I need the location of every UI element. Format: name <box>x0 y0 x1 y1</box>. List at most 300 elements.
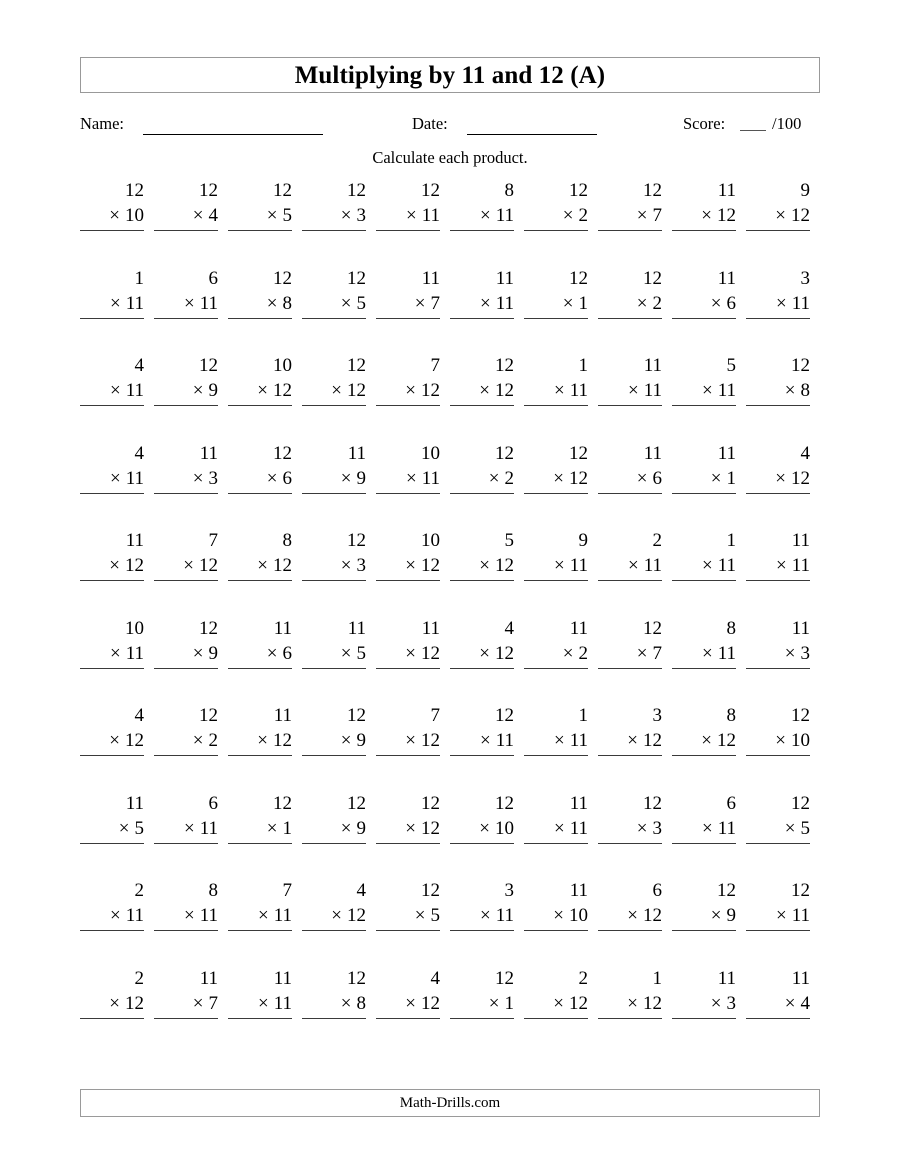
multiplier: 6 <box>652 467 662 489</box>
multiplicand: 12 <box>791 880 810 901</box>
problem-13[interactable] <box>228 266 302 354</box>
multiplicand: 7 <box>430 705 440 726</box>
problem-22[interactable] <box>154 353 228 441</box>
multiplier: 2 <box>504 467 514 489</box>
problem-52[interactable] <box>154 616 228 704</box>
problem-66[interactable] <box>450 703 524 791</box>
multiplier-line <box>302 641 366 669</box>
multiplier: 5 <box>356 642 366 664</box>
multiplier-line <box>228 641 292 669</box>
multiplicand: 9 <box>578 530 588 551</box>
multiplier: 11 <box>199 817 218 839</box>
multiplier-line <box>154 816 218 844</box>
date-input[interactable] <box>467 134 597 135</box>
problem-40[interactable] <box>746 441 820 529</box>
multiplicand: 10 <box>273 355 292 376</box>
problem-98[interactable] <box>598 966 672 1054</box>
multiplier: 11 <box>199 292 218 314</box>
problem-72[interactable] <box>154 791 228 879</box>
problem-36[interactable] <box>450 441 524 529</box>
multiply-icon: × <box>109 730 120 751</box>
problem-57[interactable] <box>524 616 598 704</box>
problem-10[interactable] <box>746 178 820 266</box>
multiplicand: 3 <box>652 705 662 726</box>
multiplier: 5 <box>430 905 440 926</box>
problem-78[interactable] <box>598 791 672 879</box>
problem-93[interactable] <box>228 966 302 1054</box>
problem-76[interactable] <box>450 791 524 879</box>
multiplicand: 11 <box>421 267 440 289</box>
problem-20[interactable] <box>746 266 820 354</box>
multiply-icon: × <box>775 205 786 226</box>
multiplier: 12 <box>421 817 440 839</box>
multiplicand: 11 <box>569 792 588 814</box>
multiplicand: 11 <box>199 967 218 989</box>
multiplier-line <box>672 728 736 756</box>
multiplier-line <box>376 903 440 931</box>
multiplier: 11 <box>643 380 662 401</box>
multiplier-line <box>154 991 218 1019</box>
multiplier: 3 <box>800 642 810 664</box>
multiplier-line <box>228 991 292 1019</box>
multiply-icon: × <box>109 642 121 664</box>
multiply-icon: × <box>118 817 130 839</box>
multiply-icon: × <box>340 992 352 1014</box>
problem-29[interactable] <box>672 353 746 441</box>
problem-48[interactable] <box>598 528 672 616</box>
multiplier: 1 <box>282 817 292 839</box>
problem-90[interactable] <box>746 878 820 966</box>
multiplier: 9 <box>726 905 736 926</box>
multiply-icon: × <box>479 292 491 314</box>
multiplicand: 12 <box>347 530 366 551</box>
problem-83[interactable] <box>228 878 302 966</box>
problem-8[interactable] <box>598 178 672 266</box>
multiplicand: 2 <box>652 530 662 551</box>
multiply-icon: × <box>636 292 648 314</box>
problem-row <box>80 791 820 879</box>
multiply-icon: × <box>405 380 416 401</box>
problem-50[interactable] <box>746 528 820 616</box>
multiplier-line <box>450 641 514 669</box>
problem-69[interactable] <box>672 703 746 791</box>
problem-12[interactable] <box>154 266 228 354</box>
problem-21[interactable] <box>80 353 154 441</box>
multiplier-line <box>598 291 662 319</box>
multiplier: 12 <box>643 730 662 751</box>
problem-49[interactable] <box>672 528 746 616</box>
multiply-icon: × <box>636 642 648 664</box>
multiplier: 11 <box>717 642 736 664</box>
problem-59[interactable] <box>672 616 746 704</box>
problem-4[interactable] <box>302 178 376 266</box>
problem-67[interactable] <box>524 703 598 791</box>
multiplier: 1 <box>578 292 588 314</box>
multiplier: 8 <box>800 380 810 401</box>
multiply-icon: × <box>479 730 491 751</box>
multiplier-line <box>598 378 662 406</box>
problem-96[interactable] <box>450 966 524 1054</box>
multiplicand: 4 <box>356 880 366 901</box>
page-title: Multiplying by 11 and 12 (A) <box>294 61 606 89</box>
multiplier-line <box>80 291 144 319</box>
name-label: Name: <box>80 114 124 133</box>
problem-15[interactable] <box>376 266 450 354</box>
multiplicand: 1 <box>134 267 144 289</box>
multiplier-line <box>302 378 366 406</box>
multiplier: 7 <box>208 992 218 1014</box>
multiplier-line <box>228 203 292 231</box>
problem-16[interactable] <box>450 266 524 354</box>
multiplicand: 12 <box>347 705 366 726</box>
problem-45[interactable] <box>376 528 450 616</box>
problem-7[interactable] <box>524 178 598 266</box>
problem-33[interactable] <box>228 441 302 529</box>
problem-14[interactable] <box>302 266 376 354</box>
problem-99[interactable] <box>672 966 746 1054</box>
multiply-icon: × <box>479 905 491 926</box>
multiplicand: 4 <box>800 442 810 464</box>
multiplicand: 6 <box>652 880 662 901</box>
problem-88[interactable] <box>598 878 672 966</box>
problem-30[interactable] <box>746 353 820 441</box>
problem-11[interactable] <box>80 266 154 354</box>
multiplier-line <box>80 991 144 1019</box>
problem-6[interactable] <box>450 178 524 266</box>
multiplier: 11 <box>643 555 662 576</box>
multiplicand: 12 <box>125 180 144 201</box>
problem-80[interactable] <box>746 791 820 879</box>
multiplier: 12 <box>717 730 736 751</box>
multiplier-line <box>80 641 144 669</box>
problem-18[interactable] <box>598 266 672 354</box>
multiplicand: 12 <box>347 267 366 289</box>
problem-43[interactable] <box>228 528 302 616</box>
problem-61[interactable] <box>80 703 154 791</box>
problem-17[interactable] <box>524 266 598 354</box>
multiplier-line <box>598 903 662 931</box>
multiplier: 1 <box>726 467 736 489</box>
multiplicand: 11 <box>125 792 144 814</box>
instruction-text: Calculate each product. <box>372 148 528 167</box>
multiplicand: 12 <box>569 267 588 289</box>
problem-97[interactable] <box>524 966 598 1054</box>
problem-70[interactable] <box>746 703 820 791</box>
multiply-icon: × <box>266 467 278 489</box>
multiplier-line <box>80 816 144 844</box>
multiply-icon: × <box>405 555 416 576</box>
problem-54[interactable] <box>302 616 376 704</box>
multiply-icon: × <box>775 292 787 314</box>
multiplier: 9 <box>356 467 366 489</box>
multiplier-line <box>302 816 366 844</box>
problem-65[interactable] <box>376 703 450 791</box>
problem-62[interactable] <box>154 703 228 791</box>
problem-85[interactable] <box>376 878 450 966</box>
multiply-icon: × <box>183 555 194 576</box>
multiplier: 3 <box>356 555 366 576</box>
multiplicand: 5 <box>726 355 736 376</box>
problem-24[interactable] <box>302 353 376 441</box>
multiplicand: 11 <box>273 705 292 726</box>
problem-35[interactable] <box>376 441 450 529</box>
multiplicand: 6 <box>208 267 218 289</box>
multiplier-line <box>672 816 736 844</box>
problem-73[interactable] <box>228 791 302 879</box>
problem-37[interactable] <box>524 441 598 529</box>
multiplicand: 8 <box>726 705 736 726</box>
problem-95[interactable] <box>376 966 450 1054</box>
multiplicand: 11 <box>791 967 810 989</box>
multiplier: 12 <box>199 555 218 576</box>
problem-84[interactable] <box>302 878 376 966</box>
multiply-icon: × <box>109 905 121 926</box>
problem-row <box>80 353 820 441</box>
multiply-icon: × <box>636 817 648 839</box>
multiplicand: 11 <box>717 442 736 464</box>
multiply-icon: × <box>636 205 648 226</box>
multiply-icon: × <box>701 730 712 751</box>
problem-86[interactable] <box>450 878 524 966</box>
multiplier-line <box>746 203 810 231</box>
multiplier-line <box>524 816 588 844</box>
multiplicand: 1 <box>726 530 736 551</box>
problem-47[interactable] <box>524 528 598 616</box>
problem-100[interactable] <box>746 966 820 1054</box>
multiplier-line <box>376 291 440 319</box>
multiplicand: 12 <box>495 355 514 376</box>
multiplicand: 11 <box>495 267 514 289</box>
problem-51[interactable] <box>80 616 154 704</box>
multiplicand: 6 <box>726 792 736 814</box>
multiplier: 5 <box>356 292 366 314</box>
problem-31[interactable] <box>80 441 154 529</box>
multiply-icon: × <box>192 992 204 1014</box>
multiplicand: 12 <box>569 180 588 201</box>
multiplier: 11 <box>125 467 144 489</box>
problem-74[interactable] <box>302 791 376 879</box>
multiplier: 12 <box>125 730 144 751</box>
multiplicand: 11 <box>791 617 810 639</box>
problem-64[interactable] <box>302 703 376 791</box>
multiplier-line <box>302 466 366 494</box>
multiplier: 9 <box>208 380 218 401</box>
problem-53[interactable] <box>228 616 302 704</box>
multiply-icon: × <box>340 730 352 751</box>
multiplier-line <box>302 291 366 319</box>
multiplier-line <box>376 728 440 756</box>
problem-27[interactable] <box>524 353 598 441</box>
multiplicand: 12 <box>273 180 292 201</box>
multiplier-line <box>672 903 736 931</box>
multiplier: 12 <box>569 992 588 1014</box>
multiplicand: 12 <box>273 792 292 814</box>
multiplicand: 12 <box>791 355 810 376</box>
multiplicand: 11 <box>791 530 810 551</box>
multiplier-line <box>302 553 366 581</box>
problem-28[interactable] <box>598 353 672 441</box>
multiplier: 11 <box>791 292 810 314</box>
multiplier-line <box>154 378 218 406</box>
problem-81[interactable] <box>80 878 154 966</box>
multiplicand: 8 <box>726 617 736 639</box>
multiplier-line <box>598 641 662 669</box>
problem-89[interactable] <box>672 878 746 966</box>
multiply-icon: × <box>266 292 278 314</box>
multiply-icon: × <box>627 992 638 1014</box>
multiply-icon: × <box>257 992 269 1014</box>
multiply-icon: × <box>109 992 120 1014</box>
multiply-icon: × <box>479 205 491 226</box>
multiplicand: 12 <box>643 267 662 289</box>
problem-58[interactable] <box>598 616 672 704</box>
multiplicand: 12 <box>347 180 366 201</box>
problem-79[interactable] <box>672 791 746 879</box>
multiplier: 8 <box>282 292 292 314</box>
problem-23[interactable] <box>228 353 302 441</box>
multiplicand: 12 <box>421 880 440 901</box>
multiplier: 5 <box>800 817 810 839</box>
multiply-icon: × <box>109 380 121 401</box>
multiplier: 11 <box>717 380 736 401</box>
multiply-icon: × <box>627 730 638 751</box>
problem-2[interactable] <box>154 178 228 266</box>
multiplier: 11 <box>717 817 736 839</box>
problem-3[interactable] <box>228 178 302 266</box>
multiplier: 11 <box>125 642 144 664</box>
multiplier: 11 <box>569 380 588 401</box>
problem-60[interactable] <box>746 616 820 704</box>
multiplicand: 12 <box>273 267 292 289</box>
problem-34[interactable] <box>302 441 376 529</box>
multiplicand: 12 <box>643 792 662 814</box>
multiplicand: 12 <box>199 617 218 639</box>
problem-82[interactable] <box>154 878 228 966</box>
multiplier: 7 <box>652 642 662 664</box>
problem-91[interactable] <box>80 966 154 1054</box>
problem-38[interactable] <box>598 441 672 529</box>
name-input[interactable] <box>143 134 323 135</box>
multiplier: 12 <box>495 555 514 576</box>
multiplier: 4 <box>208 205 218 226</box>
multiplier-line <box>524 291 588 319</box>
multiplier-line <box>376 991 440 1019</box>
problem-68[interactable] <box>598 703 672 791</box>
multiplicand: 12 <box>717 880 736 901</box>
multiplicand: 4 <box>134 442 144 464</box>
multiplier: 12 <box>421 555 440 576</box>
multiplier-line <box>672 378 736 406</box>
multiplicand: 8 <box>208 880 218 901</box>
problem-42[interactable] <box>154 528 228 616</box>
multiply-icon: × <box>479 555 490 576</box>
multiplier-line <box>450 203 514 231</box>
problem-1[interactable] <box>80 178 154 266</box>
multiplier: 3 <box>356 205 366 226</box>
multiply-icon: × <box>331 905 342 926</box>
multiplicand: 7 <box>208 530 218 551</box>
multiply-icon: × <box>553 555 565 576</box>
problem-56[interactable] <box>450 616 524 704</box>
multiplicand: 4 <box>430 967 440 989</box>
problem-77[interactable] <box>524 791 598 879</box>
multiplicand: 8 <box>282 530 292 551</box>
multiplicand: 12 <box>273 442 292 464</box>
multiplier: 5 <box>282 205 292 226</box>
multiplicand: 11 <box>569 617 588 639</box>
multiplier: 10 <box>495 817 514 839</box>
multiply-icon: × <box>553 380 565 401</box>
problem-5[interactable] <box>376 178 450 266</box>
problem-75[interactable] <box>376 791 450 879</box>
multiplicand: 12 <box>347 792 366 814</box>
multiplier-line <box>154 466 218 494</box>
problem-19[interactable] <box>672 266 746 354</box>
multiply-icon: × <box>775 730 786 751</box>
multiplier: 11 <box>791 555 810 576</box>
score-input[interactable] <box>740 130 766 131</box>
multiplicand: 12 <box>495 442 514 464</box>
multiplier: 12 <box>273 380 292 401</box>
multiply-icon: × <box>266 642 278 664</box>
problem-39[interactable] <box>672 441 746 529</box>
problem-92[interactable] <box>154 966 228 1054</box>
multiplier-line <box>746 553 810 581</box>
multiplier: 12 <box>643 905 662 926</box>
multiply-icon: × <box>775 467 786 489</box>
multiplicand: 7 <box>282 880 292 901</box>
multiplier-line <box>524 991 588 1019</box>
multiplier-line <box>80 378 144 406</box>
multiplicand: 12 <box>347 967 366 989</box>
date-label: Date: <box>412 114 448 133</box>
problem-55[interactable] <box>376 616 450 704</box>
multiply-icon: × <box>710 992 722 1014</box>
multiplier-line <box>450 378 514 406</box>
problem-44[interactable] <box>302 528 376 616</box>
problem-row <box>80 178 820 266</box>
multiplicand: 12 <box>421 180 440 201</box>
multiplicand: 11 <box>273 967 292 989</box>
multiplier-line <box>598 203 662 231</box>
multiply-icon: × <box>784 992 796 1014</box>
multiplier-line <box>598 728 662 756</box>
multiply-icon: × <box>192 730 204 751</box>
problem-41[interactable] <box>80 528 154 616</box>
problem-25[interactable] <box>376 353 450 441</box>
problem-32[interactable] <box>154 441 228 529</box>
multiply-icon: × <box>183 292 195 314</box>
multiplier: 9 <box>356 817 366 839</box>
multiplicand: 2 <box>578 967 588 989</box>
problem-63[interactable] <box>228 703 302 791</box>
problem-26[interactable] <box>450 353 524 441</box>
problem-46[interactable] <box>450 528 524 616</box>
multiplicand: 11 <box>717 267 736 289</box>
multiplier-line <box>524 728 588 756</box>
problem-row <box>80 878 820 966</box>
problem-71[interactable] <box>80 791 154 879</box>
multiplier: 3 <box>208 467 218 489</box>
problem-94[interactable] <box>302 966 376 1054</box>
multiplier-line <box>746 291 810 319</box>
multiplier-line <box>672 991 736 1019</box>
problem-87[interactable] <box>524 878 598 966</box>
problem-9[interactable] <box>672 178 746 266</box>
problem-row <box>80 966 820 1054</box>
multiplier: 6 <box>282 642 292 664</box>
multiply-icon: × <box>414 292 426 314</box>
